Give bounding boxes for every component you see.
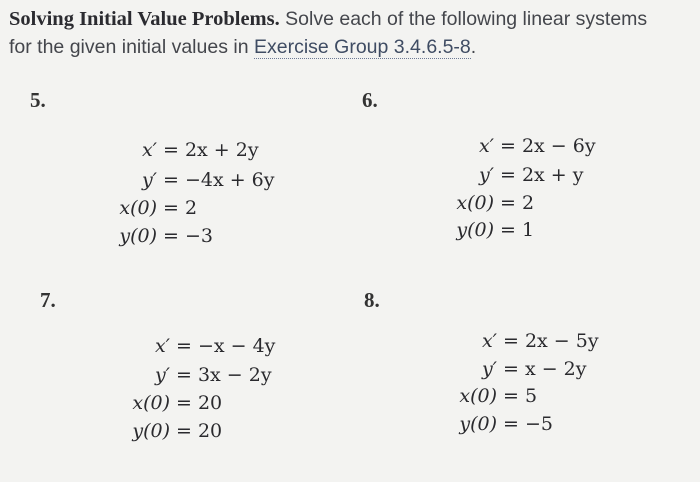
equation-lhs: x(0) (456, 192, 494, 214)
equation-lhs: y′ (481, 358, 497, 380)
equation-lhs: x(0) (132, 392, 170, 414)
exercise-group-link[interactable]: Exercise Group 3.4.6.5-8 (253, 36, 471, 58)
equation-lhs: x(0) (119, 197, 157, 219)
section-title: Solving Initial Value Problems. (9, 8, 280, 30)
equation-rhs: = 2 (163, 197, 198, 219)
equation-lhs: x′ (154, 335, 170, 357)
problem-number-5: 5. (30, 88, 46, 112)
equation-rhs: = −5 (503, 413, 553, 435)
equation-rhs: = x − 2y (503, 358, 587, 380)
equation-lhs: y′ (478, 164, 494, 186)
equation-rhs: = 20 (176, 420, 223, 442)
equation-rhs: = 2 (500, 192, 535, 214)
header (9, 5, 699, 61)
equation-rhs: = 2x − 5y (503, 330, 599, 352)
equation-rhs: = 1 (500, 219, 535, 241)
equation-lhs: x′ (478, 135, 494, 157)
equation-lhs: x(0) (459, 385, 497, 407)
problem-number-8: 8. (364, 288, 380, 312)
equation-rhs: = −4x + 6y (163, 169, 275, 191)
equation-lhs: y(0) (132, 420, 170, 442)
equation-lhs: x′ (141, 139, 157, 161)
equation-rhs: = 20 (176, 392, 223, 414)
equation-rhs: = −3 (163, 225, 213, 247)
equation-lhs: x′ (481, 330, 497, 352)
equation-lhs: y(0) (456, 219, 494, 241)
equation-rhs: = 2x + y (500, 164, 584, 186)
equation-rhs: = −x − 4y (176, 335, 276, 357)
equation-rhs: = 3x − 2y (176, 364, 272, 386)
problem-number-6: 6. (362, 88, 378, 112)
equation-lhs: y′ (141, 169, 157, 191)
equation-rhs: = 2x + 2y (163, 139, 259, 161)
instruction-text: Solve each of the following linear systems (285, 8, 648, 30)
period: . (470, 36, 477, 58)
equation-rhs: = 5 (503, 385, 538, 407)
equation-lhs: y′ (154, 364, 170, 386)
equation-lhs: y(0) (119, 225, 157, 247)
equation-rhs: = 2x − 6y (500, 135, 596, 157)
instruction-text-2: for the given initial values in (9, 36, 249, 58)
equation-lhs: y(0) (459, 413, 497, 435)
problem-number-7: 7. (40, 288, 56, 312)
